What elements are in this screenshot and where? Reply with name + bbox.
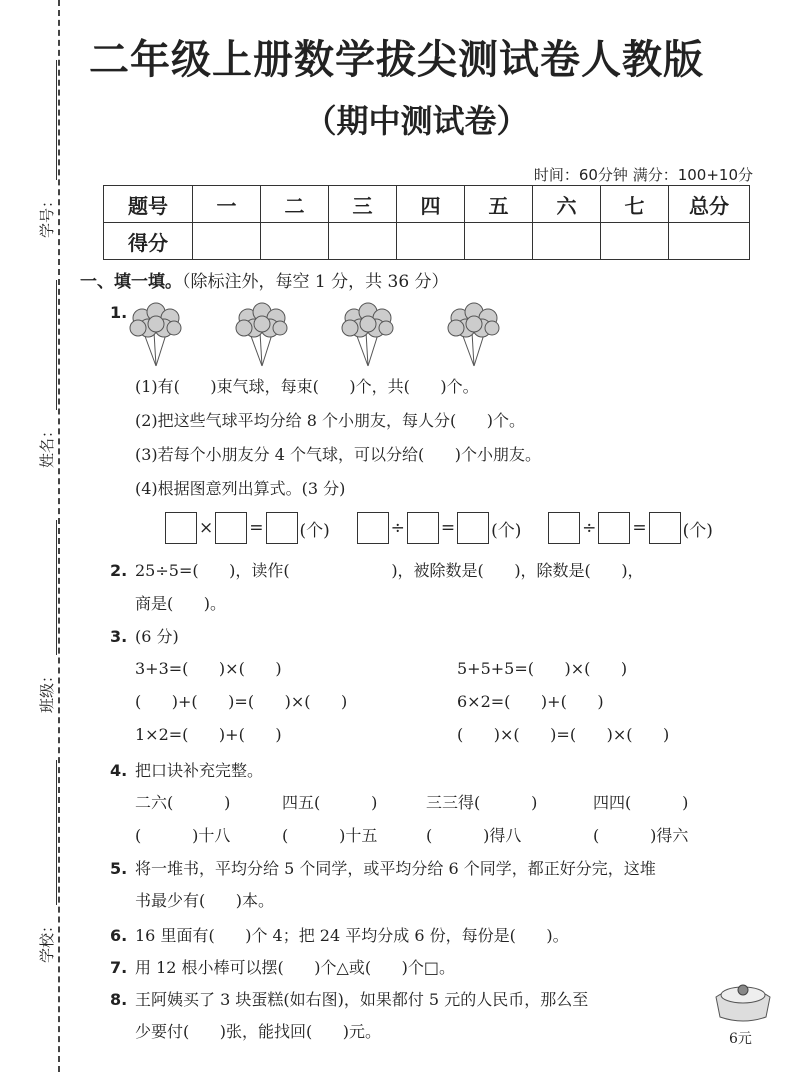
score-cell: 得分 bbox=[104, 223, 193, 260]
operator: ÷ bbox=[390, 518, 405, 538]
score-cell: 题号 bbox=[104, 186, 193, 223]
section-title: 一、填一填。 bbox=[80, 272, 182, 292]
question-line: ( )十八 bbox=[135, 826, 231, 845]
question-line: ( )×( )=( )×( ) bbox=[457, 725, 670, 744]
answer-box[interactable] bbox=[215, 512, 247, 544]
cake-image bbox=[712, 975, 774, 1025]
side-field-class bbox=[18, 520, 57, 720]
unit-label: (个) bbox=[491, 520, 522, 541]
score-cell: 一 bbox=[193, 186, 261, 223]
section-note: （除标注外，每空 1 分，共 36 分） bbox=[182, 272, 449, 292]
score-value-row bbox=[104, 223, 750, 260]
question-line: 三三得( ) bbox=[426, 793, 538, 812]
question-line: 二六( ) bbox=[135, 793, 231, 812]
side-label: 班级： bbox=[38, 667, 57, 714]
score-cell: 总分 bbox=[669, 186, 750, 223]
fill-line bbox=[56, 280, 57, 410]
fill-line bbox=[56, 520, 57, 655]
score-input-cell[interactable] bbox=[193, 223, 261, 260]
score-input-cell[interactable] bbox=[465, 223, 533, 260]
answer-box[interactable] bbox=[165, 512, 197, 544]
score-cell: 三 bbox=[329, 186, 397, 223]
score-cell: 七 bbox=[601, 186, 669, 223]
question-line: (4)根据图意列出算式。(3 分) bbox=[135, 479, 346, 498]
side-field-student-id bbox=[18, 60, 57, 260]
score-input-cell[interactable] bbox=[669, 223, 750, 260]
page-title: 二年级上册数学拔尖测试卷人教版 bbox=[89, 37, 704, 83]
unit-label: (个) bbox=[299, 520, 330, 541]
question-line: 书最少有( )本。 bbox=[135, 891, 275, 910]
score-cell: 二 bbox=[261, 186, 329, 223]
side-label: 学校： bbox=[38, 917, 57, 964]
fill-line bbox=[56, 760, 57, 905]
question-number: 3. bbox=[110, 627, 128, 646]
question-line: 将一堆书，平均分给 5 个同学，或平均分给 6 个同学，都正好分完，这堆 bbox=[135, 859, 656, 878]
question-line: (1)有( )束气球，每束( )个，共( )个。 bbox=[135, 377, 479, 396]
question-line: 四四( ) bbox=[593, 793, 689, 812]
question-line: 25÷5=( )，读作( )，被除数是( )，除数是( )， bbox=[135, 561, 644, 580]
side-field-name bbox=[18, 280, 57, 480]
question-note: (6 分) bbox=[135, 627, 179, 646]
time-score-info: 时间：60分钟 满分：100+10分 bbox=[533, 166, 753, 184]
question-line: 5+5+5=( )×( ) bbox=[457, 659, 628, 678]
operator: = bbox=[249, 518, 264, 538]
question-line: 1×2=( )+( ) bbox=[135, 725, 282, 744]
question-line: 6×2=( )+( ) bbox=[457, 692, 604, 711]
question-line: 王阿姨买了 3 块蛋糕(如右图)，如果都付 5 元的人民币，那么至 bbox=[135, 990, 589, 1009]
question-line: 少要付( )张，能找回( )元。 bbox=[135, 1022, 382, 1041]
answer-box[interactable] bbox=[266, 512, 298, 544]
question-number: 7. bbox=[110, 958, 128, 977]
side-label: 学号： bbox=[38, 192, 57, 239]
question-number: 2. bbox=[110, 561, 128, 580]
question-line: 四五( ) bbox=[282, 793, 378, 812]
score-input-cell[interactable] bbox=[261, 223, 329, 260]
question-number: 5. bbox=[110, 859, 128, 878]
score-input-cell[interactable] bbox=[533, 223, 601, 260]
balloon-bunches-image bbox=[128, 298, 508, 368]
unit-label: (个) bbox=[682, 520, 713, 541]
question-line: ( )得八 bbox=[426, 826, 522, 845]
question-line: (3)若每个小朋友分 4 个气球，可以分给( )个小朋友。 bbox=[135, 445, 542, 464]
answer-box[interactable] bbox=[357, 512, 389, 544]
page-subtitle: （期中测试卷） bbox=[304, 102, 529, 140]
question-line: ( )十五 bbox=[282, 826, 378, 845]
operator: ÷ bbox=[582, 518, 597, 538]
question-line: ( )得六 bbox=[593, 826, 689, 845]
answer-box[interactable] bbox=[548, 512, 580, 544]
side-label: 姓名： bbox=[38, 422, 57, 469]
question-line: 商是( )。 bbox=[135, 594, 227, 613]
score-table bbox=[103, 185, 750, 260]
question-number: 4. bbox=[110, 761, 128, 780]
question-line: 把口诀补充完整。 bbox=[135, 761, 264, 780]
operator: × bbox=[199, 518, 214, 538]
question-number: 6. bbox=[110, 926, 128, 945]
side-field-school bbox=[18, 760, 57, 980]
answer-box[interactable] bbox=[407, 512, 439, 544]
operator: = bbox=[632, 518, 647, 538]
question-number: 8. bbox=[110, 990, 128, 1009]
binding-dashed-line bbox=[58, 0, 60, 1072]
operator: = bbox=[440, 518, 456, 538]
question-line: 用 12 根小棒可以摆( )个△或( )个□。 bbox=[135, 958, 455, 977]
question-line: ( )+( )=( )×( ) bbox=[135, 692, 348, 711]
score-header-row bbox=[104, 186, 750, 223]
answer-box[interactable] bbox=[649, 512, 681, 544]
score-cell: 四 bbox=[397, 186, 465, 223]
score-cell: 六 bbox=[533, 186, 601, 223]
section-heading bbox=[80, 267, 449, 292]
equation-row bbox=[165, 512, 715, 544]
question-line: (2)把这些气球平均分给 8 个小朋友，每人分( )个。 bbox=[135, 411, 526, 430]
question-line: 3+3=( )×( ) bbox=[135, 659, 282, 678]
score-input-cell[interactable] bbox=[601, 223, 669, 260]
answer-box[interactable] bbox=[457, 512, 489, 544]
answer-box[interactable] bbox=[598, 512, 630, 544]
score-cell: 五 bbox=[465, 186, 533, 223]
score-input-cell[interactable] bbox=[329, 223, 397, 260]
price-label: 6元 bbox=[729, 1031, 752, 1047]
question-line: 16 里面有( )个 4；把 24 平均分成 6 份，每份是( )。 bbox=[135, 926, 569, 945]
question-number: 1. bbox=[110, 303, 128, 322]
score-input-cell[interactable] bbox=[397, 223, 465, 260]
